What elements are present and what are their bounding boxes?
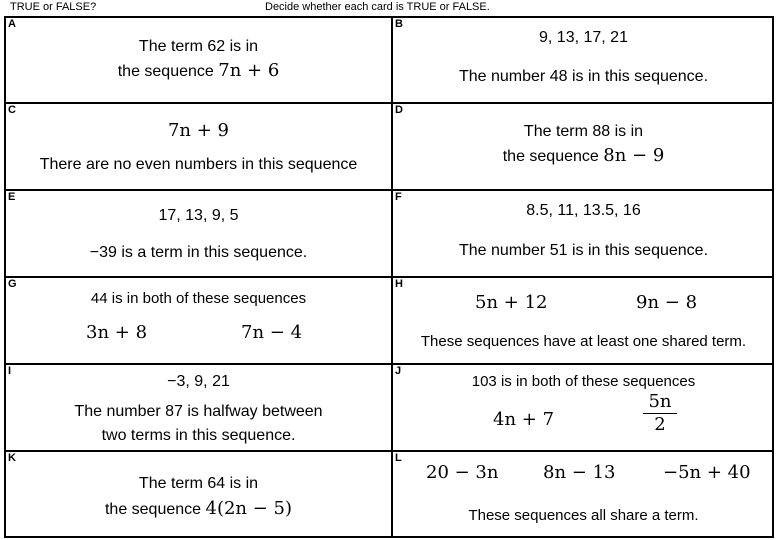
card-label: E xyxy=(8,191,16,203)
card-label: H xyxy=(395,278,403,290)
card-e xyxy=(6,191,391,276)
card-text: The term 62 is in xyxy=(138,38,259,55)
card-a xyxy=(6,18,391,102)
sequence-expression: 8n − 9 xyxy=(603,145,665,166)
sequence-expression: 7n + 6 xyxy=(218,60,280,81)
card-statement: These sequences all share a term. xyxy=(468,507,699,524)
card-label: J xyxy=(395,365,402,377)
fraction-numerator: 5n xyxy=(648,391,672,412)
card-label: A xyxy=(8,18,16,30)
card-grid xyxy=(4,16,774,538)
card-f xyxy=(393,191,774,276)
card-statement: These sequences have at least one shared term. xyxy=(420,333,747,350)
card-label: C xyxy=(8,104,16,116)
sequence-terms: 9, 13, 17, 21 xyxy=(539,29,628,46)
card-label: L xyxy=(395,452,402,464)
card-text-line xyxy=(393,144,774,169)
card-text: The term 88 is in xyxy=(523,123,644,140)
card-text: the sequence xyxy=(502,148,599,165)
card-h xyxy=(393,278,774,363)
card-label: I xyxy=(8,365,12,377)
card-statement: There are no even numbers in this sequence xyxy=(39,156,358,173)
sequence-terms: 8.5, 11, 13.5, 16 xyxy=(526,202,641,219)
sequence-expression: −5n + 40 xyxy=(663,462,751,483)
card-label: F xyxy=(395,191,402,203)
title-left: TRUE or FALSE? xyxy=(10,1,97,13)
card-text: The term 64 is in xyxy=(138,475,259,492)
sequence-expression: 4(2n − 5) xyxy=(205,498,293,519)
instructions: Decide whether each card is TRUE or FALSE. xyxy=(265,1,490,13)
card-statement: The number 48 is in this sequence. xyxy=(458,68,709,85)
card-statement: 103 is in both of these sequences xyxy=(471,373,696,390)
sequence-expression: 7n − 4 xyxy=(241,322,303,343)
card-statement: two terms in this sequence. xyxy=(101,427,296,444)
sequence-expression: 5n + 12 xyxy=(475,292,548,313)
card-label: G xyxy=(8,278,17,290)
fraction-denominator: 2 xyxy=(643,413,677,436)
card-k xyxy=(6,452,391,538)
card-l xyxy=(393,452,774,538)
card-j xyxy=(393,365,774,450)
card-statement: −39 is a term in this sequence. xyxy=(89,244,308,261)
card-label: D xyxy=(395,104,403,116)
sequence-terms: −3, 9, 21 xyxy=(167,373,230,390)
sequence-expression: 20 − 3n xyxy=(426,462,499,483)
sequence-terms: 17, 13, 9, 5 xyxy=(158,207,239,224)
sequence-expression: 4n + 7 xyxy=(493,409,555,430)
card-label: K xyxy=(8,452,16,464)
card-d xyxy=(393,104,774,189)
card-b xyxy=(393,18,774,102)
card-g xyxy=(6,278,391,363)
card-label: B xyxy=(395,18,403,30)
card-text: the sequence xyxy=(104,501,202,518)
sequence-expression: 8n − 13 xyxy=(543,462,616,483)
fraction-expression xyxy=(643,391,677,436)
sequence-expression: 3n + 8 xyxy=(86,322,148,343)
card-statement: The number 87 is halfway between xyxy=(74,403,323,420)
card-i xyxy=(6,365,391,450)
card-text: the sequence xyxy=(117,63,214,80)
sequence-expression: 9n − 8 xyxy=(636,292,698,313)
card-statement: The number 51 is in this sequence. xyxy=(458,242,709,259)
card-text-line xyxy=(6,497,391,522)
card-statement: 44 is in both of these sequences xyxy=(90,290,307,307)
card-c xyxy=(6,104,391,189)
card-text-line xyxy=(6,59,391,84)
sequence-expression: 7n + 9 xyxy=(167,120,230,141)
